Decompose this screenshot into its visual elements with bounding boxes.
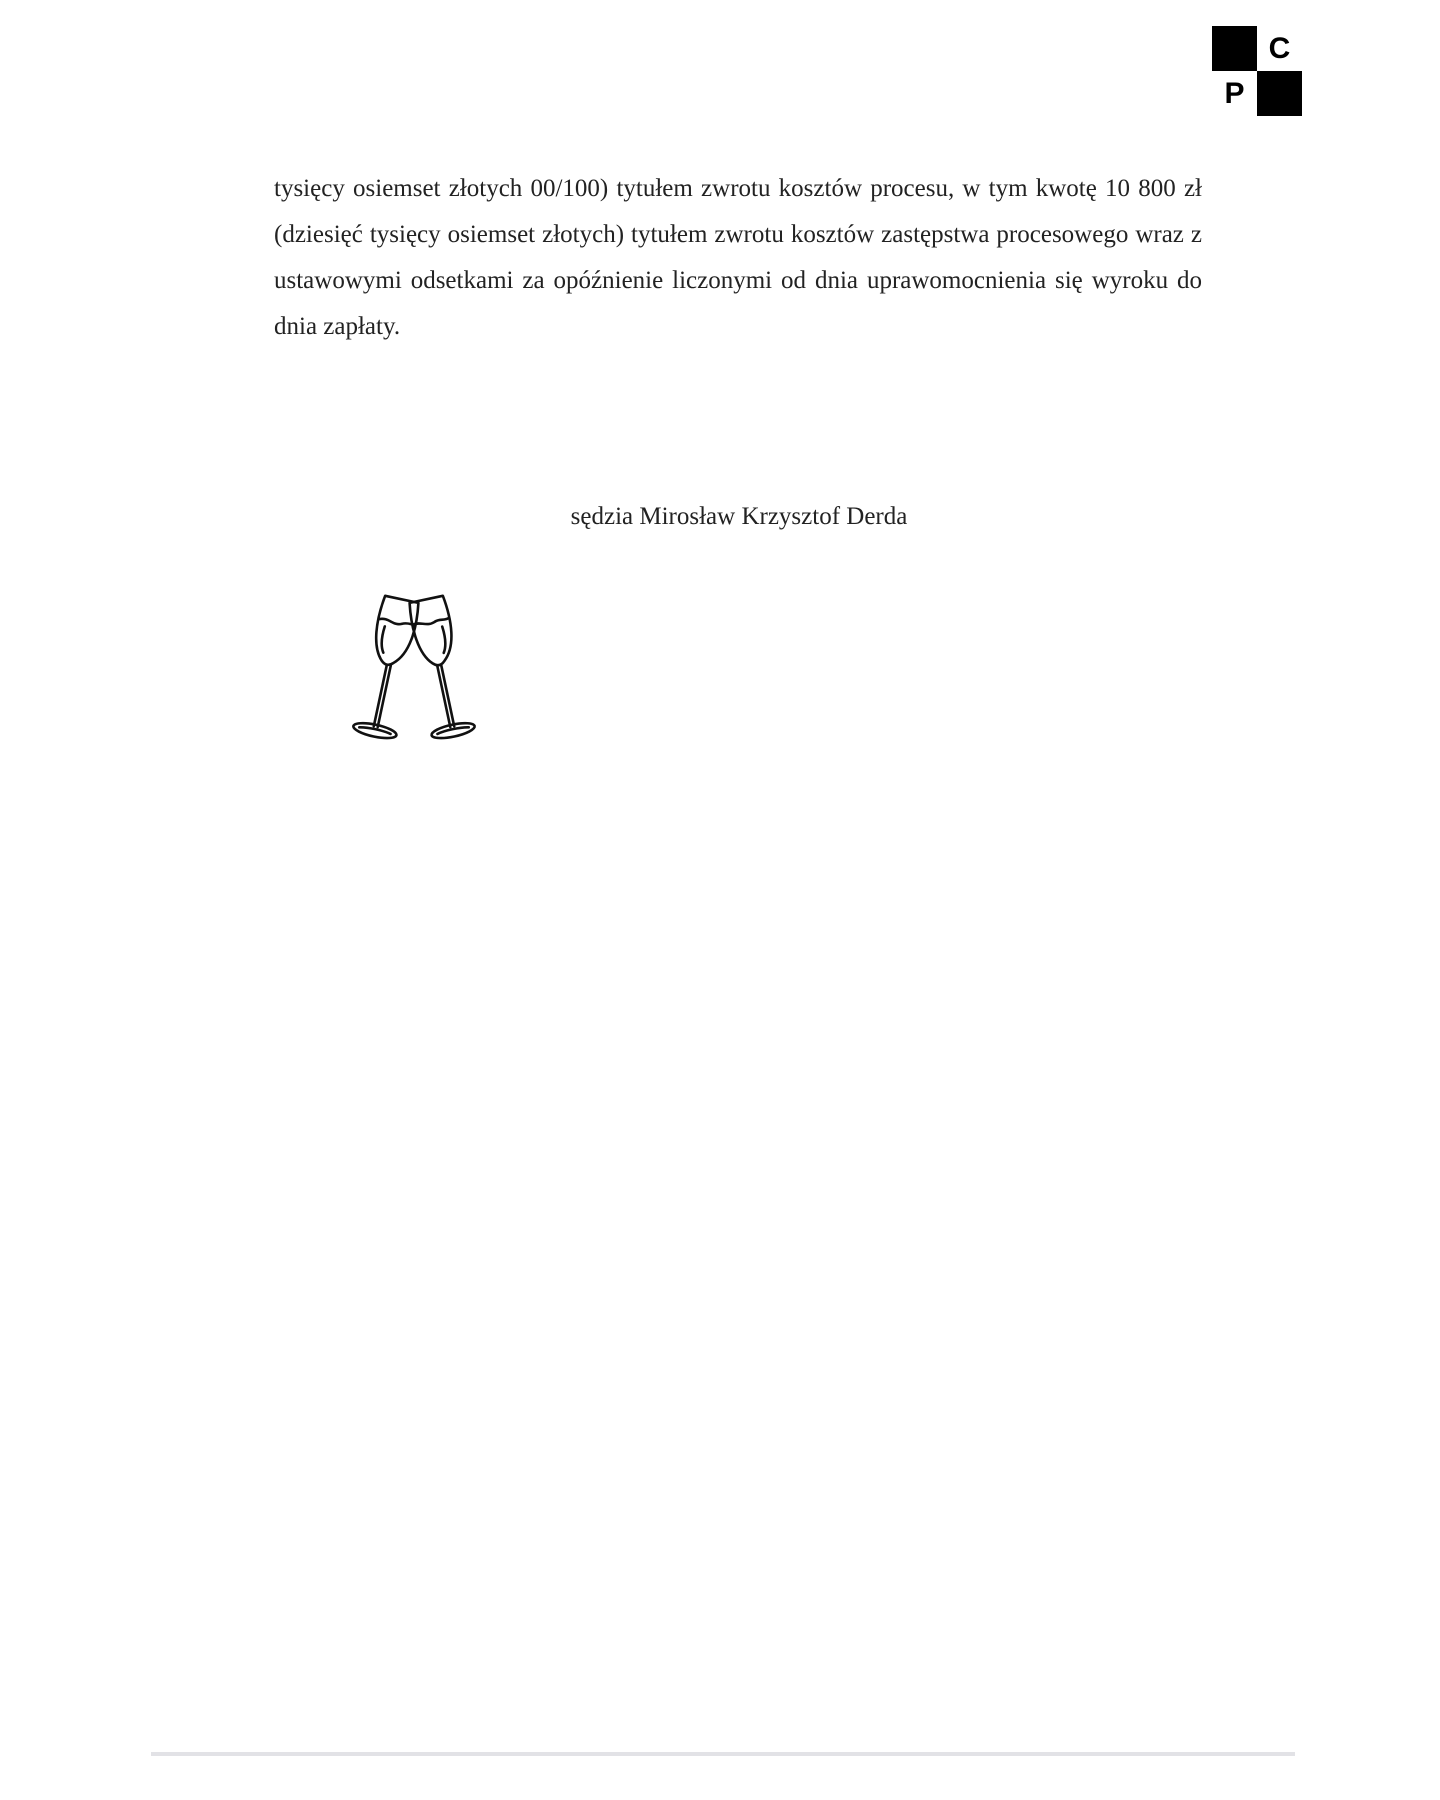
footer-divider xyxy=(151,1752,1295,1756)
logo-square-bottom-right xyxy=(1257,71,1302,116)
logo-letter-c: C xyxy=(1268,32,1291,65)
logo-square-top-left xyxy=(1212,26,1257,71)
judge-signature-line: sędzia Mirosław Krzysztof Derda xyxy=(570,503,908,530)
judgment-paragraph: tysięcy osiemset złotych 00/100) tytułem zwrotu kosztów procesu, w tym kwotę 10 800 zł (dziesięć tysięcy osiemset złotych) tytułem zwrotu kosztów zastępstwa procesowego wraz z ustawowymi odsetkami za opóźnienie liczonymi od dnia uprawomocnienia się wyroku do dnia zapłaty. xyxy=(274,175,1202,340)
cp-logo xyxy=(1212,26,1302,116)
champagne-glasses-icon xyxy=(336,594,492,746)
right-glass xyxy=(404,595,476,741)
logo-letter-p: P xyxy=(1224,77,1245,110)
left-glass xyxy=(352,595,424,741)
